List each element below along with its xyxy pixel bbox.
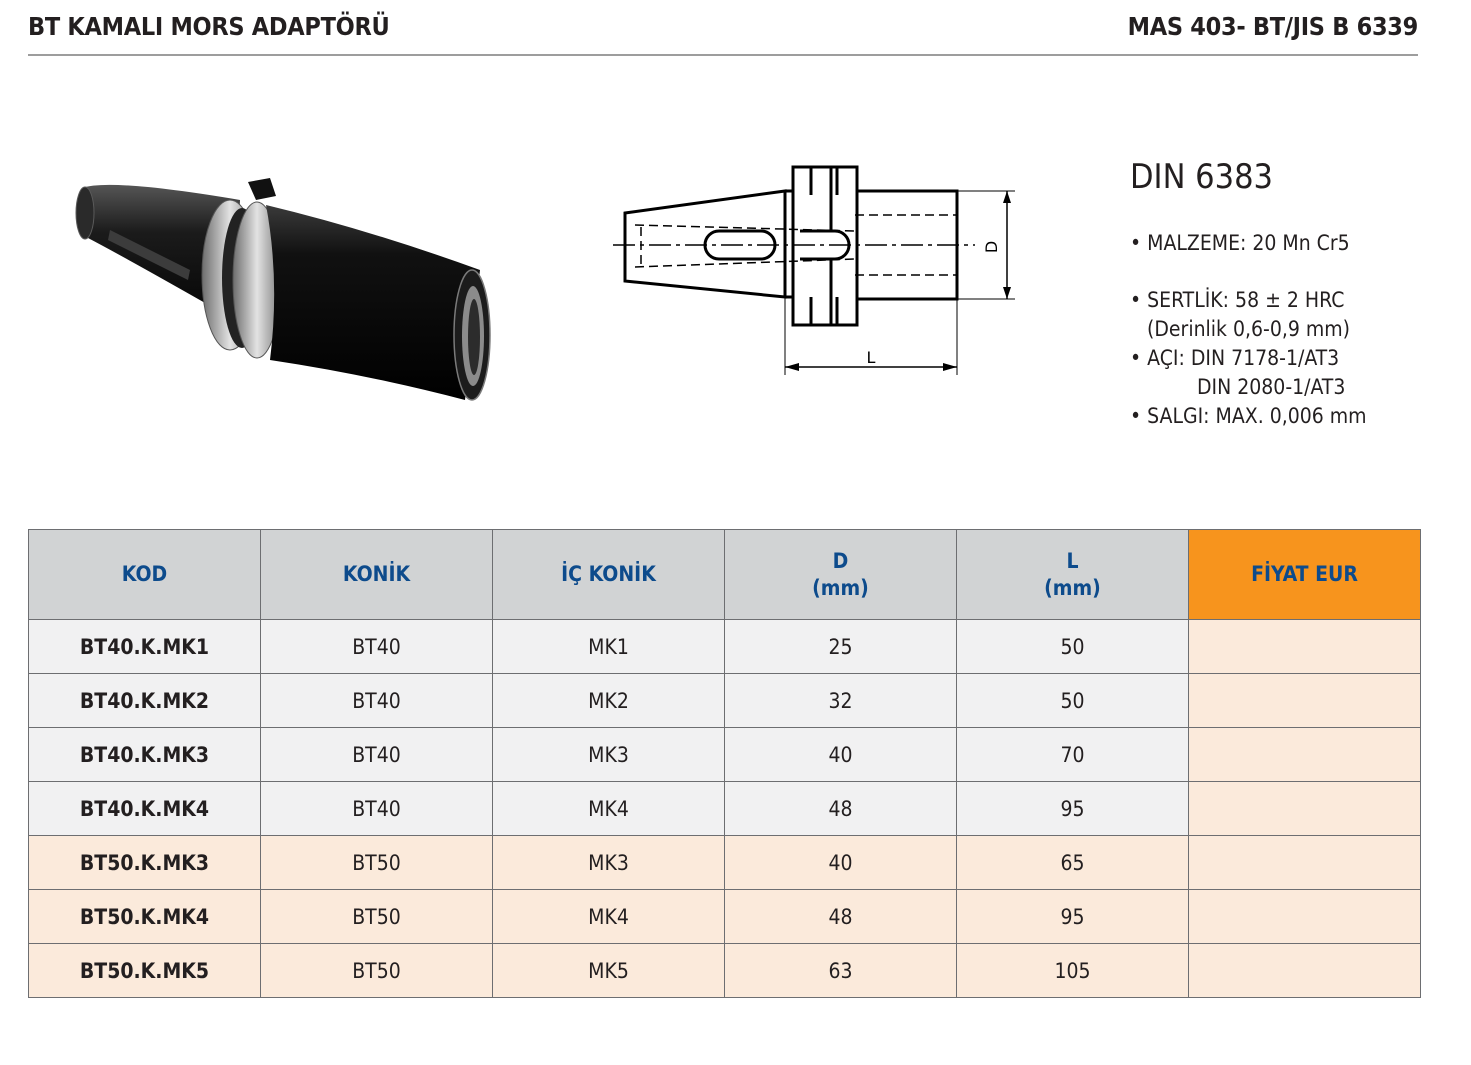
cell-konik: BT50 bbox=[261, 890, 493, 944]
cell-d: 48 bbox=[725, 890, 957, 944]
cell-konik: BT40 bbox=[261, 728, 493, 782]
header-l-label: L bbox=[1066, 548, 1079, 573]
spec-material: • MALZEME: 20 Mn Cr5 bbox=[1130, 231, 1350, 255]
cell-ic-konik: MK5 bbox=[493, 944, 725, 998]
cell-d: 48 bbox=[725, 782, 957, 836]
cell-l: 50 bbox=[957, 620, 1189, 674]
header-d-label: D bbox=[832, 548, 849, 573]
cell-d: 32 bbox=[725, 674, 957, 728]
cell-price bbox=[1189, 728, 1421, 782]
header-price: FİYAT EUR bbox=[1189, 530, 1421, 620]
spec-hardness: • SERTLİK: 58 ± 2 HRC bbox=[1130, 288, 1345, 312]
table-row bbox=[29, 782, 1421, 836]
header-l bbox=[957, 530, 1189, 620]
standard-label: MAS 403- BT/JIS B 6339 bbox=[1127, 12, 1418, 41]
header-ic-konik: İÇ KONİK bbox=[493, 530, 725, 620]
table-row bbox=[29, 728, 1421, 782]
cell-kod: BT40.K.MK1 bbox=[29, 620, 261, 674]
table-row bbox=[29, 944, 1421, 998]
table-row bbox=[29, 674, 1421, 728]
header-d-unit: (mm) bbox=[812, 575, 869, 600]
cell-ic-konik: MK1 bbox=[493, 620, 725, 674]
table-header-row bbox=[29, 530, 1421, 620]
page-title: BT KAMALI MORS ADAPTÖRÜ bbox=[28, 12, 390, 41]
cell-konik: BT50 bbox=[261, 944, 493, 998]
cell-l: 95 bbox=[957, 782, 1189, 836]
technical-drawing bbox=[605, 155, 1025, 380]
cell-ic-konik: MK4 bbox=[493, 890, 725, 944]
page-header bbox=[28, 8, 1418, 56]
cell-price bbox=[1189, 674, 1421, 728]
cell-l: 65 bbox=[957, 836, 1189, 890]
cell-ic-konik: MK3 bbox=[493, 836, 725, 890]
table-row bbox=[29, 836, 1421, 890]
header-konik: KONİK bbox=[261, 530, 493, 620]
cell-ic-konik: MK2 bbox=[493, 674, 725, 728]
specifications bbox=[1130, 155, 1460, 431]
cell-l: 50 bbox=[957, 674, 1189, 728]
cell-kod: BT40.K.MK3 bbox=[29, 728, 261, 782]
spec-angle-2: DIN 2080-1/AT3 bbox=[1197, 375, 1346, 399]
cell-price bbox=[1189, 944, 1421, 998]
dimension-d-label: D bbox=[982, 240, 1001, 254]
cell-ic-konik: MK3 bbox=[493, 728, 725, 782]
cell-kod: BT50.K.MK3 bbox=[29, 836, 261, 890]
cell-d: 25 bbox=[725, 620, 957, 674]
cell-l: 95 bbox=[957, 890, 1189, 944]
product-photo bbox=[70, 160, 500, 410]
cell-konik: BT50 bbox=[261, 836, 493, 890]
cell-kod: BT50.K.MK5 bbox=[29, 944, 261, 998]
cell-l: 70 bbox=[957, 728, 1189, 782]
cell-konik: BT40 bbox=[261, 782, 493, 836]
cell-price bbox=[1189, 620, 1421, 674]
table-row bbox=[29, 620, 1421, 674]
table-row bbox=[29, 890, 1421, 944]
cell-price bbox=[1189, 890, 1421, 944]
cell-d: 40 bbox=[725, 836, 957, 890]
cell-d: 40 bbox=[725, 728, 957, 782]
product-table bbox=[28, 529, 1421, 998]
cell-konik: BT40 bbox=[261, 620, 493, 674]
header-kod: KOD bbox=[29, 530, 261, 620]
cell-kod: BT40.K.MK4 bbox=[29, 782, 261, 836]
header-d bbox=[725, 530, 957, 620]
spec-title: DIN 6383 bbox=[1130, 157, 1273, 197]
cell-kod: BT40.K.MK2 bbox=[29, 674, 261, 728]
cell-d: 63 bbox=[725, 944, 957, 998]
cell-konik: BT40 bbox=[261, 674, 493, 728]
spec-hardness-depth: (Derinlik 0,6-0,9 mm) bbox=[1147, 317, 1351, 341]
spec-angle: • AÇI: DIN 7178-1/AT3 bbox=[1130, 346, 1340, 370]
dimension-l-label: L bbox=[866, 348, 876, 367]
header-l-unit: (mm) bbox=[1044, 575, 1101, 600]
cell-price bbox=[1189, 836, 1421, 890]
cell-kod: BT50.K.MK4 bbox=[29, 890, 261, 944]
cell-price bbox=[1189, 782, 1421, 836]
cell-l: 105 bbox=[957, 944, 1189, 998]
spec-runout: • SALGI: MAX. 0,006 mm bbox=[1130, 404, 1367, 428]
cell-ic-konik: MK4 bbox=[493, 782, 725, 836]
